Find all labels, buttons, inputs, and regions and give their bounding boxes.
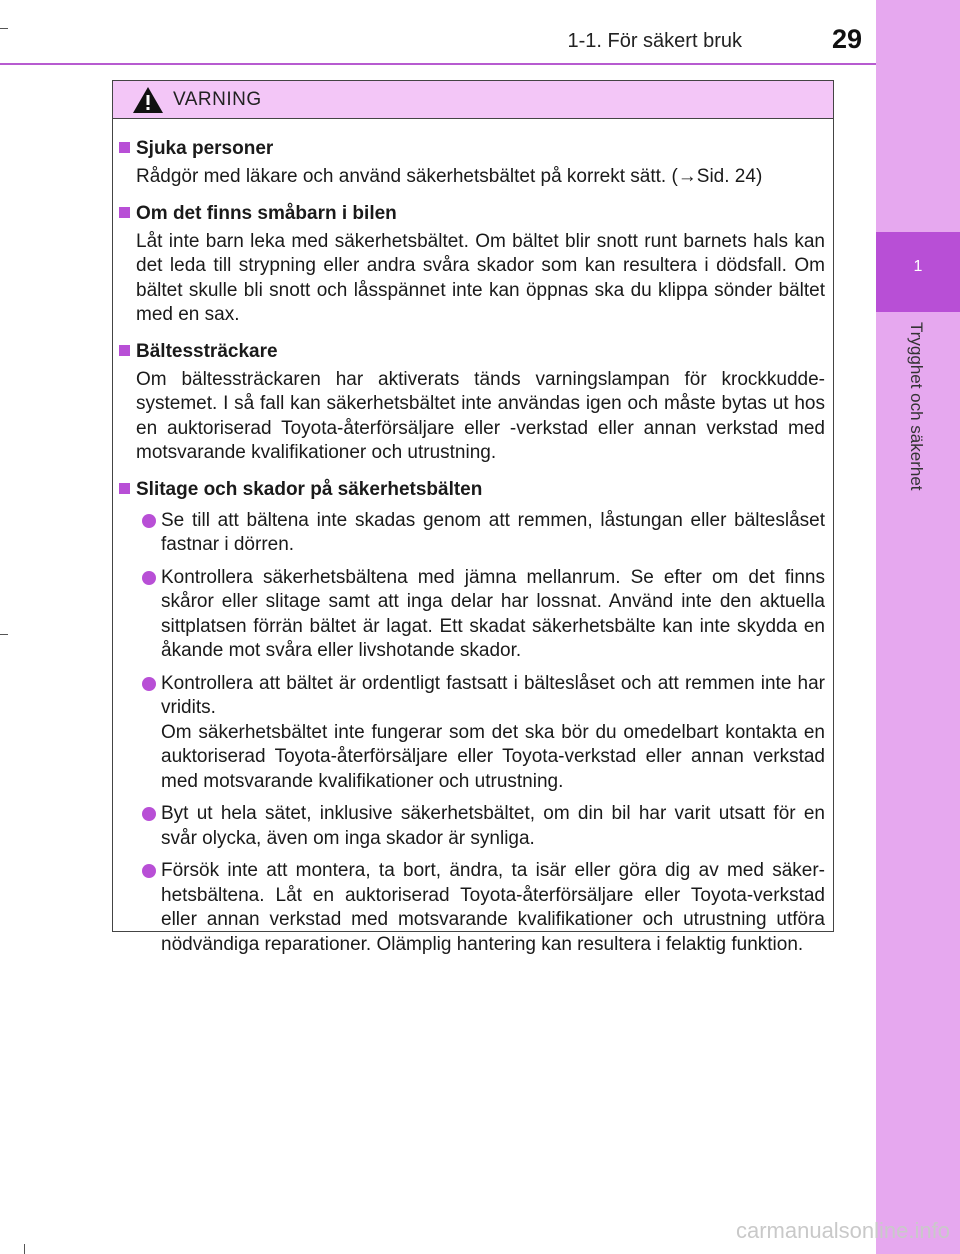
list-item [119, 672, 825, 795]
crop-mark [24, 1244, 25, 1254]
section-heading-text: Om det finns småbarn i bilen [136, 202, 397, 224]
round-bullet-icon [142, 677, 156, 691]
square-bullet-icon [119, 483, 130, 494]
square-bullet-icon [119, 345, 130, 356]
section-heading [119, 200, 825, 227]
square-bullet-icon [119, 142, 130, 153]
round-bullet-icon [142, 571, 156, 585]
section-pretensioner [119, 338, 825, 466]
list-item [119, 802, 825, 851]
section-sick-persons [119, 135, 825, 190]
list-item-text: Byt ut hela sätet, inklusive säkerhetsbältet, om din bil har varit utsatt för en svår olycka, även om inga skador är synliga. [161, 803, 825, 849]
chapter-side-tab [876, 0, 960, 1254]
warning-box [112, 80, 834, 955]
list-item-text-extra: Om säkerhetsbältet inte fungerar som det ska bör du omedelbart kontakta en auktoriserad Toyota-återförsäljare eller Toyota-verkstad eller annan verkstad med motsvarande kvalifikationer och utrustning. [161, 721, 825, 792]
warning-header [113, 81, 833, 119]
section-wear-damage [119, 476, 825, 958]
section-text: Om bältessträckaren har aktiverats tänds varningslampan för krockkudde-systemet. I så fall kan säkerhetsbältet inte användas igen och måste bytas ut hos en auktoriserad Toyota-återförsäljare eller -verkstad eller annan verkstad med motsvarande kvalifikationer och utrustning. [136, 368, 825, 463]
section-title: 1-1. För säkert bruk [567, 30, 742, 52]
chapter-number: 1 [913, 258, 923, 275]
warning-triangle-icon [131, 85, 165, 115]
crop-mark [0, 28, 8, 29]
section-heading [119, 338, 825, 365]
header-divider [0, 63, 876, 65]
section-heading [119, 135, 825, 162]
list-item-text: Se till att bältena inte skadas genom att remmen, låstungan eller bälteslåset fastnar i dörren. [161, 509, 825, 555]
list-item-text: Kontrollera säkerhetsbältena med jämna mellanrum. Se efter om det finns skåror eller slitage samt att inga delar har lossnat. Använd inte den aktuella sittplatsen förrän bältet är lagat. Ett skadat säkerhetsbälte kan inte skydda en åkande mot svåra eller livshotande skador. [161, 566, 825, 661]
bullet-list [119, 509, 825, 958]
list-item [119, 566, 825, 664]
list-item [119, 859, 825, 957]
list-item [119, 509, 825, 558]
round-bullet-icon [142, 807, 156, 821]
list-item-text [161, 672, 825, 795]
section-heading [119, 476, 825, 503]
section-heading-text: Slitage och skador på säkerhetsbälten [136, 478, 483, 500]
section-text: Låt inte barn leka med säkerhetsbältet. Om bältet blir snott runt barnets hals kan det leda till strypning eller andra svåra skador som kan resultera i dödsfall. Om bältet skulle bli snott och låsspännet inte kan öppnas ska du klippa sönder bältet med en sax. [136, 230, 825, 325]
page-number: 29 [831, 24, 862, 54]
page-header [0, 0, 876, 64]
watermark: carmanualsonline.info [735, 1218, 950, 1243]
list-item-text: Försök inte att montera, ta bort, ändra, ta isär eller göra dig av med säker-hetsbältena. Låt en auktoriserad Toyota-återförsäljare eller Toyota-verkstad eller annan verkstad med motsvarande kvalifikationer och utrustning utföra nödvändiga reparationer. Olämplig hantering kan resultera i felaktig funktion. [161, 860, 825, 955]
section-heading-text: Bältessträckare [136, 340, 278, 362]
section-small-children [119, 200, 825, 328]
crop-mark [0, 634, 8, 635]
section-text: Rådgör med läkare och använd säkerhetsbältet på korrekt sätt. (→Sid. 24) [136, 166, 763, 187]
section-heading-text: Sjuka personer [136, 138, 274, 159]
list-item-text-line: Kontrollera att bältet är ordentligt fastsatt i bälteslåset och att remmen inte har vridits. [161, 672, 825, 718]
chapter-label: Trygghet och säkerhet [907, 322, 926, 491]
round-bullet-icon [142, 864, 156, 878]
warning-title: VARNING [173, 88, 262, 110]
square-bullet-icon [119, 207, 130, 218]
warning-body [113, 119, 833, 957]
round-bullet-icon [142, 514, 156, 528]
